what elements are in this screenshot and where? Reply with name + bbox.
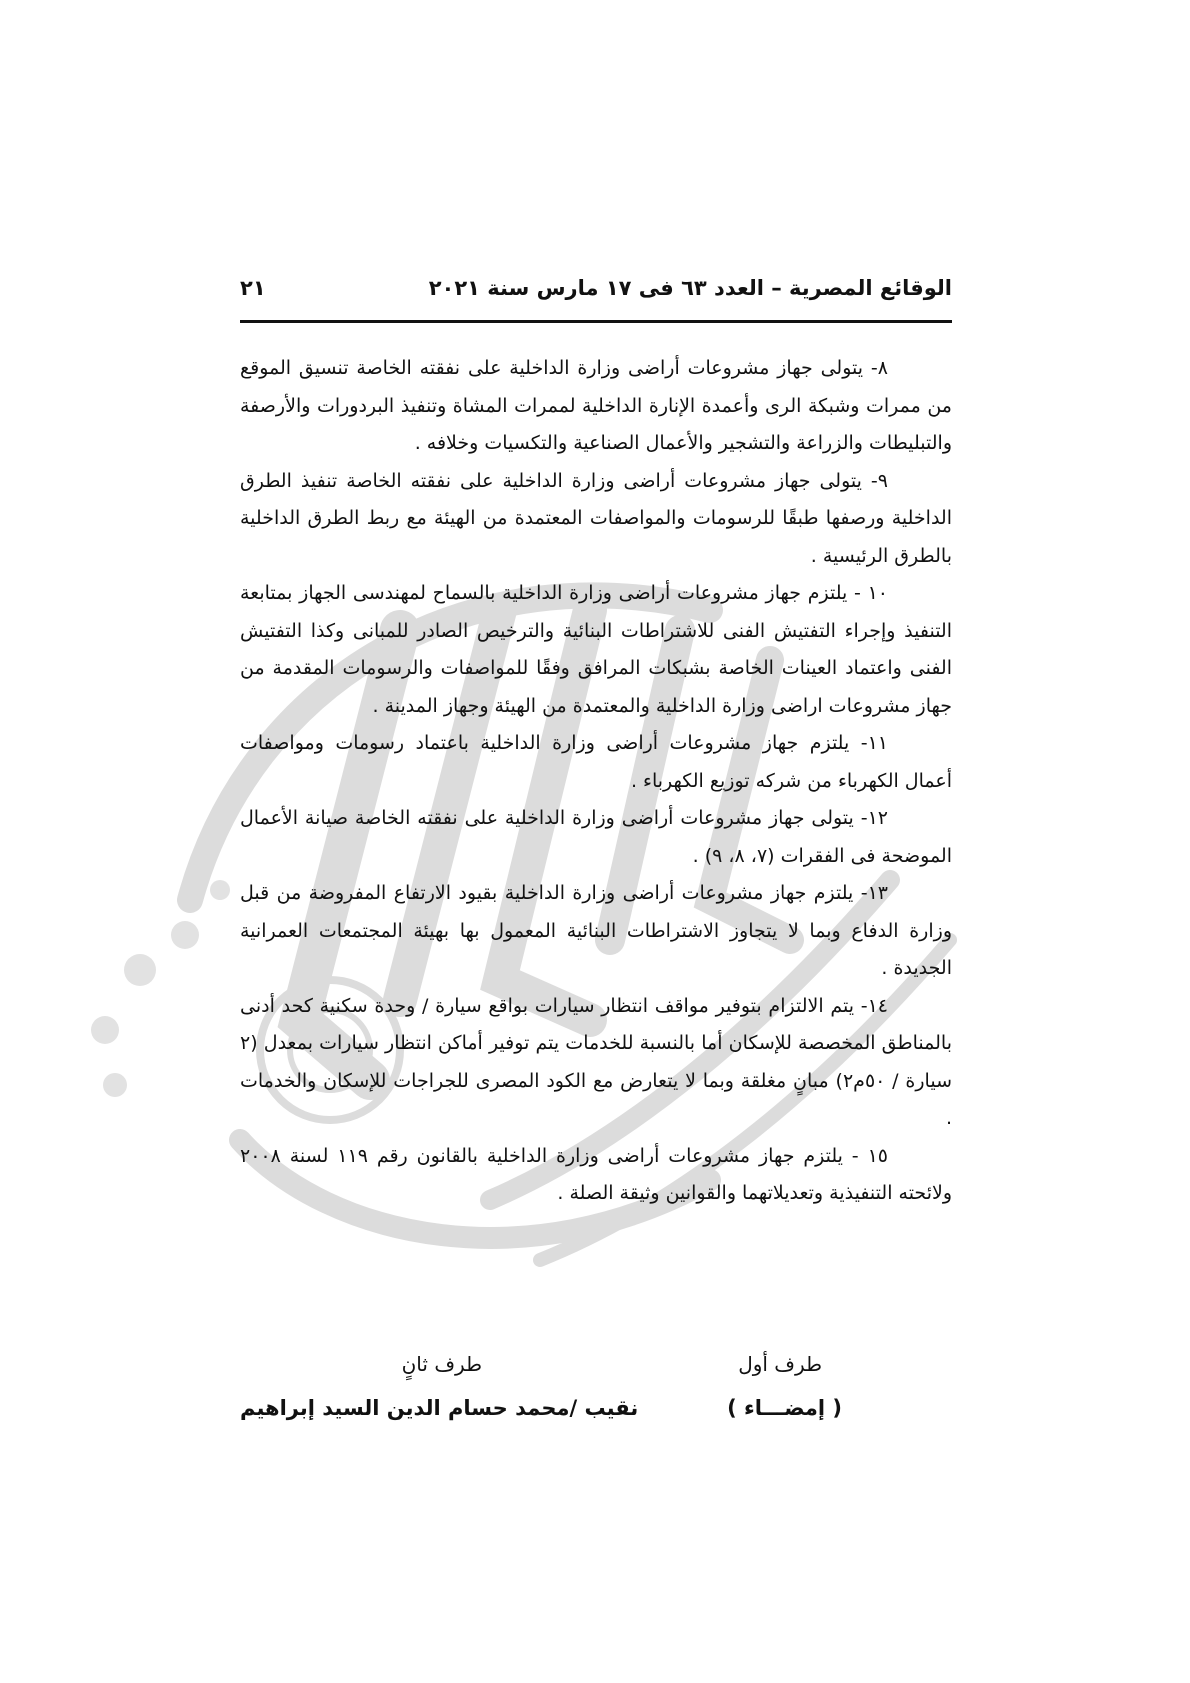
clause-13: ١٣- يلتزم جهاز مشروعات أراضى وزارة الداخلية بقيود الارتفاع المفروضة من قبل وزارة الدفاع وبما لا يتجاوز الاشتراطات البنائية المعمول بها بهيئة المجتمعات العمرانية الجديدة .	[240, 882, 952, 979]
clause-14: ١٤- يتم الالتزام بتوفير مواقف انتظار سيارات بواقع سيارة / وحدة سكنية كحد أدنى بالمناطق المخصصة للإسكان أما بالنسبة للخدمات يتم توفير أماكن انتظار سيارات بمعدل (٢ سيارة / ٥٠م٢) مبانٍ مغلقة وبما لا يتعارض مع الكود المصرى للجراجات للإسكان والخدمات .	[240, 994, 952, 1129]
second-party-label: طرف ثانٍ	[401, 1352, 482, 1376]
clause-12: ١٢- يتولى جهاز مشروعات أراضى وزارة الداخلية على نفقته الخاصة صيانة الأعمال الموضحة فى الفقرات (٧، ٨، ٩) .	[240, 807, 952, 867]
clause-8: ٨- يتولى جهاز مشروعات أراضى وزارة الداخلية على نفقته الخاصة تنسيق الموقع من ممرات وشبكة الرى وأعمدة الإنارة الداخلية لممرات المشاة وتنفيذ البردورات والأرصفة والتبليطات والزراعة والتشجير والأعمال الصناعية والتكسيات وخلافه .	[240, 357, 952, 454]
clause-9: ٩- يتولى جهاز مشروعات أراضى وزارة الداخلية على نفقته الخاصة تنفيذ الطرق الداخلية ورصفها طبقًا للرسومات والمواصفات المعتمدة من الهيئة مع ربط الطرق الداخلية بالطرق الرئيسية .	[240, 469, 952, 567]
contract-clauses	[240, 350, 952, 1213]
gazette-title: الوقائع المصرية – العدد ٦٣ فى ١٧ مارس سنة ٢٠٢١	[428, 276, 952, 300]
first-party-label: طرف أول	[738, 1352, 822, 1376]
first-party-signature: ( إمضـــاء )	[727, 1396, 842, 1420]
header-divider	[240, 320, 952, 323]
page-number: ٢١	[240, 276, 266, 300]
signature-block	[240, 1352, 952, 1442]
clause-10: ١٠ - يلتزم جهاز مشروعات أراضى وزارة الداخلية بالسماح لمهندسى الجهاز بمتابعة التنفيذ وإجراء التفتيش الفنى للاشتراطات البنائية والترخيص الصادر للمبانى وكذا التفتيش الفنى واعتماد العينات الخاصة بشبكات المرافق وفقًا للمواصفات والرسومات المقدمة من جهاز مشروعات اراضى وزارة الداخلية والمعتمدة من الهيئة وجهاز المدينة .	[240, 582, 952, 717]
clause-11: ١١- يلتزم جهاز مشروعات أراضى وزارة الداخلية باعتماد رسومات ومواصفات أعمال الكهرباء من شركه توزيع الكهرباء .	[240, 732, 952, 792]
page-header	[240, 272, 952, 312]
clause-15: ١٥ - يلتزم جهاز مشروعات أراضى وزارة الداخلية بالقانون رقم ١١٩ لسنة ٢٠٠٨ ولائحته التنفيذية وتعديلاتهما والقوانين وثيقة الصلة .	[240, 1144, 952, 1204]
second-party-name: نقيب /محمد حسام الدين السيد إبراهيم	[240, 1396, 639, 1420]
